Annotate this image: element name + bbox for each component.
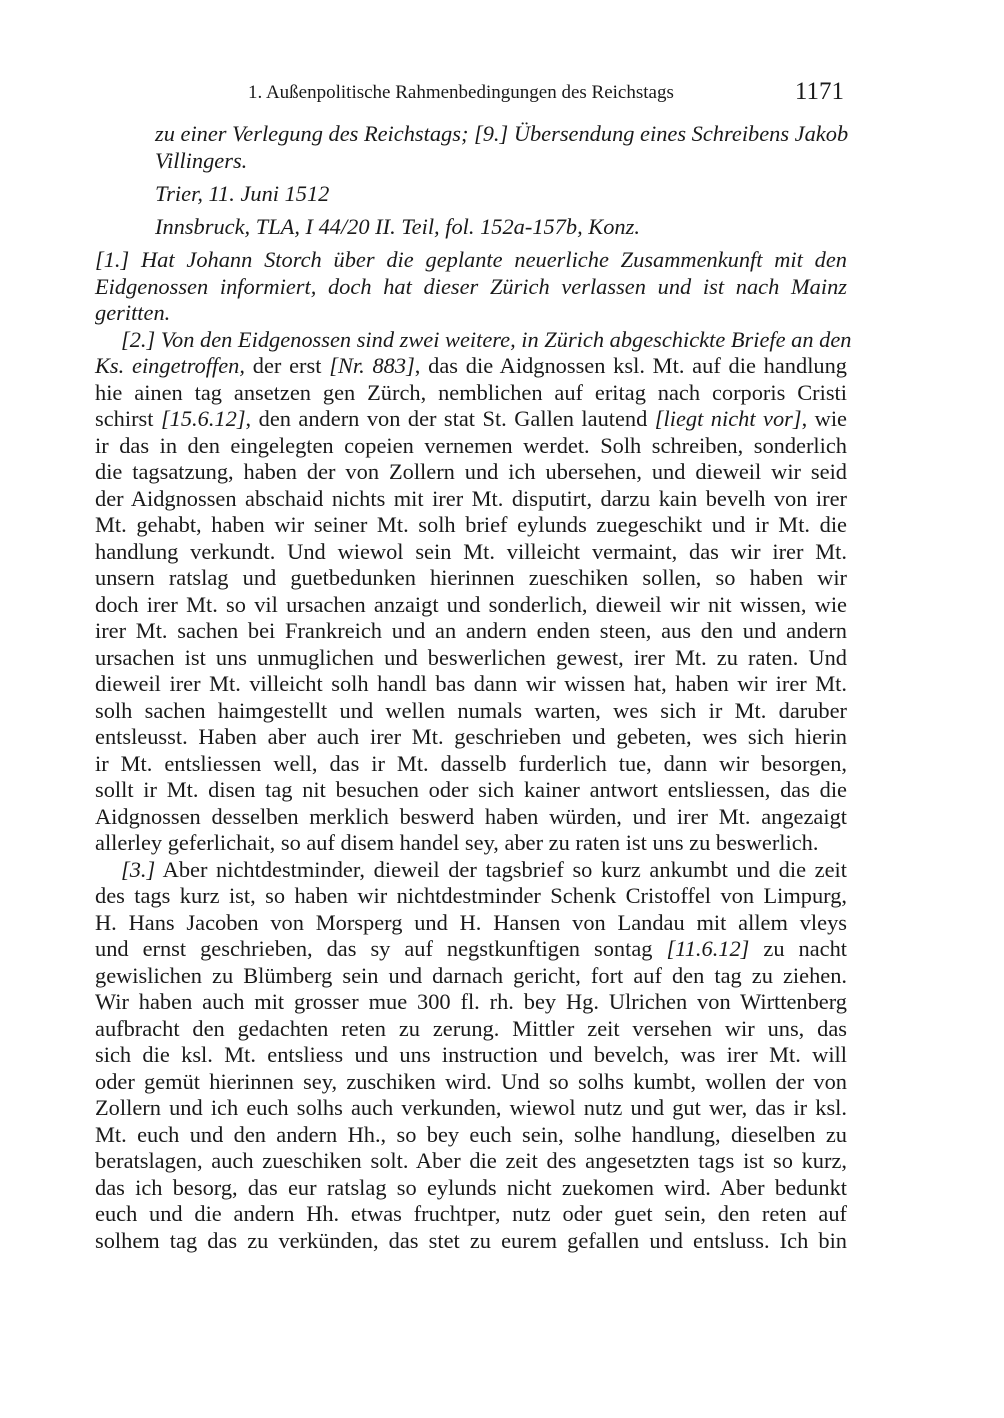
text-line	[95, 592, 847, 619]
text-line	[95, 459, 847, 486]
text-segment: solh sachen haimgestellt und wellen numals warten, wes sich ir Mt. daruber	[95, 697, 847, 723]
text-segment: Mt. euch und den andern Hh., so bey euch sein, solhe handlung, dieselben zu	[95, 1121, 847, 1147]
text-segment: ursachen ist uns unmuglichen und beswerlichen gewest, irer Mt. zu raten. Und	[95, 644, 847, 670]
text-line	[95, 751, 847, 778]
text-line	[95, 883, 847, 910]
text-line	[95, 433, 847, 460]
text-line	[95, 936, 847, 963]
text-segment: des tags kurz ist, so haben wir nichtdestminder Schenk Cristoffel von Limpurg,	[95, 883, 847, 908]
text-line	[95, 618, 847, 645]
text-segment: solhem tag das zu verkünden, das stet zu eurem gefallen und entsluss. Ich bin	[95, 1227, 847, 1253]
text-segment: oder gemüt hierinnen sey, zuschiken wird. Und so solhs kumbt, wollen der von	[95, 1068, 847, 1094]
italic-segment: [11.6.12]	[666, 936, 750, 961]
archive-reference	[155, 214, 847, 241]
text-segment: unsern ratslag und guetbedunken hierinnen zueschiken sollen, so haben wir	[95, 565, 847, 590]
text-segment: euch und die andern Hh. etwas fruchtper, nutz oder guet sein, den reten auf	[95, 1201, 847, 1226]
text-segment: Zollern und ich euch solhs auch verkunden, wiewol nutz und gut wer, das ir ksl.	[95, 1095, 847, 1120]
text-segment: Aber nichtdestminder, dieweil der tagsbrief so kurz ankumbt und die zeit	[155, 856, 847, 882]
text-segment: aufbracht den gedachten reten zu zerung. Mittler zeit versehen wir uns, das	[95, 1015, 847, 1041]
text-segment: beratslagen, auch zueschiken solt. Aber die zeit des angesetzten tags ist so kurz,	[95, 1148, 847, 1173]
text-line	[95, 353, 847, 380]
text-segment: Mt. gehabt, haben wir seiner Mt. solh brief eylunds zuegeschikt und ir Mt. die	[95, 512, 847, 537]
text-line	[95, 1095, 847, 1122]
text-line	[95, 1016, 847, 1043]
text-line	[95, 910, 847, 937]
date-place	[155, 181, 847, 208]
date-place-text: Trier, 11. Juni 1512	[155, 181, 330, 206]
running-header	[96, 80, 846, 110]
archive-reference-text: Innsbruck, TLA, I 44/20 II. Teil, fol. 152a-157b, Konz.	[155, 214, 640, 239]
page-number: 1171	[794, 78, 844, 105]
text-line	[95, 698, 847, 725]
italic-segment: [liegt nicht vor]	[654, 406, 802, 431]
regest	[155, 121, 847, 174]
text-segment: ir das in den eingelegten copeien vernemen werdet. Solh schreiben, sonderlich	[95, 432, 847, 458]
text-segment: entsleusst. Haben aber auch irer Mt. geschrieben und gebeten, wes sich hierin	[95, 724, 847, 749]
text-line: Eidgenossen informiert, doch hat dieser Zürich verlassen und ist nach Mainz	[95, 273, 847, 299]
text-segment: , das die Aidgnossen ksl. Mt. auf die handlung	[414, 353, 848, 378]
text-line	[95, 565, 847, 592]
text-line	[95, 539, 847, 566]
text-line	[95, 989, 847, 1016]
text-segment: gewislichen zu Blümberg sein und darnach gericht, fort auf den tag zu ziehen.	[95, 962, 847, 988]
text-line	[95, 1148, 847, 1175]
italic-segment: [2.] Von den Eidgenossen sind zwei weitere, in Zürich abgeschickte Briefe an den	[121, 326, 852, 352]
text-line: [1.] Hat Johann Storch über die geplante neuerliche Zusammenkunft mit den	[95, 247, 847, 272]
text-line	[95, 1201, 847, 1228]
text-line	[95, 671, 847, 698]
paragraph-2	[95, 326, 852, 857]
text-line	[95, 857, 847, 884]
text-segment: Aidgnossen desselben merklich beswerd haben würden, und irer Mt. angezaigt	[95, 803, 847, 829]
text-line	[95, 380, 847, 407]
regest-line: zu einer Verlegung des Reichstags; [9.] Übersendung eines Schreibens Jakob	[155, 121, 849, 146]
text-segment: der erst	[244, 353, 330, 378]
text-segment: sollt ir Mt. disen tag nit besuchen oder sich kainer antwort entsliessen, das die	[95, 777, 847, 802]
text-line	[95, 645, 847, 672]
text-line	[95, 830, 847, 857]
text-segment: sich die ksl. Mt. entsliess und uns instruction und bevelch, was irer Mt. will	[95, 1042, 847, 1067]
text-line: geritten.	[95, 300, 171, 325]
text-segment: der Aidgnossen abschaid nichts mit irer Mt. disputirt, darzu kain bevelh von irer	[95, 485, 847, 511]
text-segment: , den andern von der stat St. Gallen lautend	[245, 406, 655, 431]
text-segment: doch irer Mt. so vil ursachen anzaigt und sonderlich, dieweil wir nit wissen, wie	[95, 591, 847, 617]
text-segment: H. Hans Jacoben von Morsperg und H. Hansen von Landau mit allem vleys	[95, 909, 847, 935]
italic-segment: [15.6.12]	[160, 406, 246, 431]
text-line	[95, 724, 847, 751]
text-line	[95, 1069, 847, 1096]
regest-line: Villingers.	[155, 147, 248, 173]
text-segment: allerley geferlichait, so auf disem handel sey, aber zu raten ist uns zu beswerlich.	[95, 830, 819, 855]
text-segment: das ich besorg, das eur ratslag so eylunds nicht zuekomen wird. Aber bedunkt	[95, 1174, 847, 1200]
text-segment: und ernst geschrieben, das sy auf negstkunftigen sontag	[95, 936, 667, 961]
italic-segment: [3.]	[121, 856, 156, 882]
text-segment: hie ainen tag ansetzen gen Zürch, nemblichen auf eritag nach corporis Cristi	[95, 379, 847, 405]
paragraph-3	[95, 857, 847, 1255]
text-segment: ir Mt. entsliessen well, das ir Mt. dasselb furderlich tue, dann wir besorgen,	[95, 750, 847, 776]
text-segment: die tagsatzung, haben der von Zollern und ich ubersehen, und dieweil wir seid	[95, 459, 847, 484]
text-line	[95, 406, 847, 433]
text-segment: schirst	[95, 406, 161, 431]
text-segment: zu nacht	[749, 936, 847, 961]
text-line	[95, 1175, 847, 1202]
document-body	[95, 247, 852, 1254]
text-segment: dieweil irer Mt. villeicht solh handl bas dann wir wissen hat, haben wir irer Mt.	[95, 671, 847, 696]
text-line	[95, 1122, 847, 1149]
text-line	[95, 1042, 847, 1069]
italic-segment: Ks. eingetroffen,	[95, 353, 245, 378]
text-segment: , wie	[801, 406, 847, 431]
text-segment: Wir haben auch mit grosser mue 300 fl. rh. bey Hg. Ulrichen von Wirttenberg	[95, 989, 847, 1014]
text-line	[95, 486, 847, 513]
text-line	[95, 777, 847, 804]
paragraph-1	[95, 247, 847, 327]
running-title: 1. Außenpolitische Rahmenbedingungen des Reichstags	[248, 82, 674, 103]
text-line	[95, 804, 847, 831]
text-line	[95, 963, 847, 990]
text-line	[95, 1228, 847, 1255]
italic-segment: [Nr. 883]	[329, 353, 415, 378]
text-line	[95, 512, 847, 539]
text-segment: handlung verkundt. Und wiewol sein Mt. villeicht vermaint, das wir irer Mt.	[95, 538, 847, 564]
text-line	[95, 326, 852, 354]
text-segment: irer Mt. sachen bei Frankreich und an andern enden steen, aus den und andern	[95, 618, 847, 643]
